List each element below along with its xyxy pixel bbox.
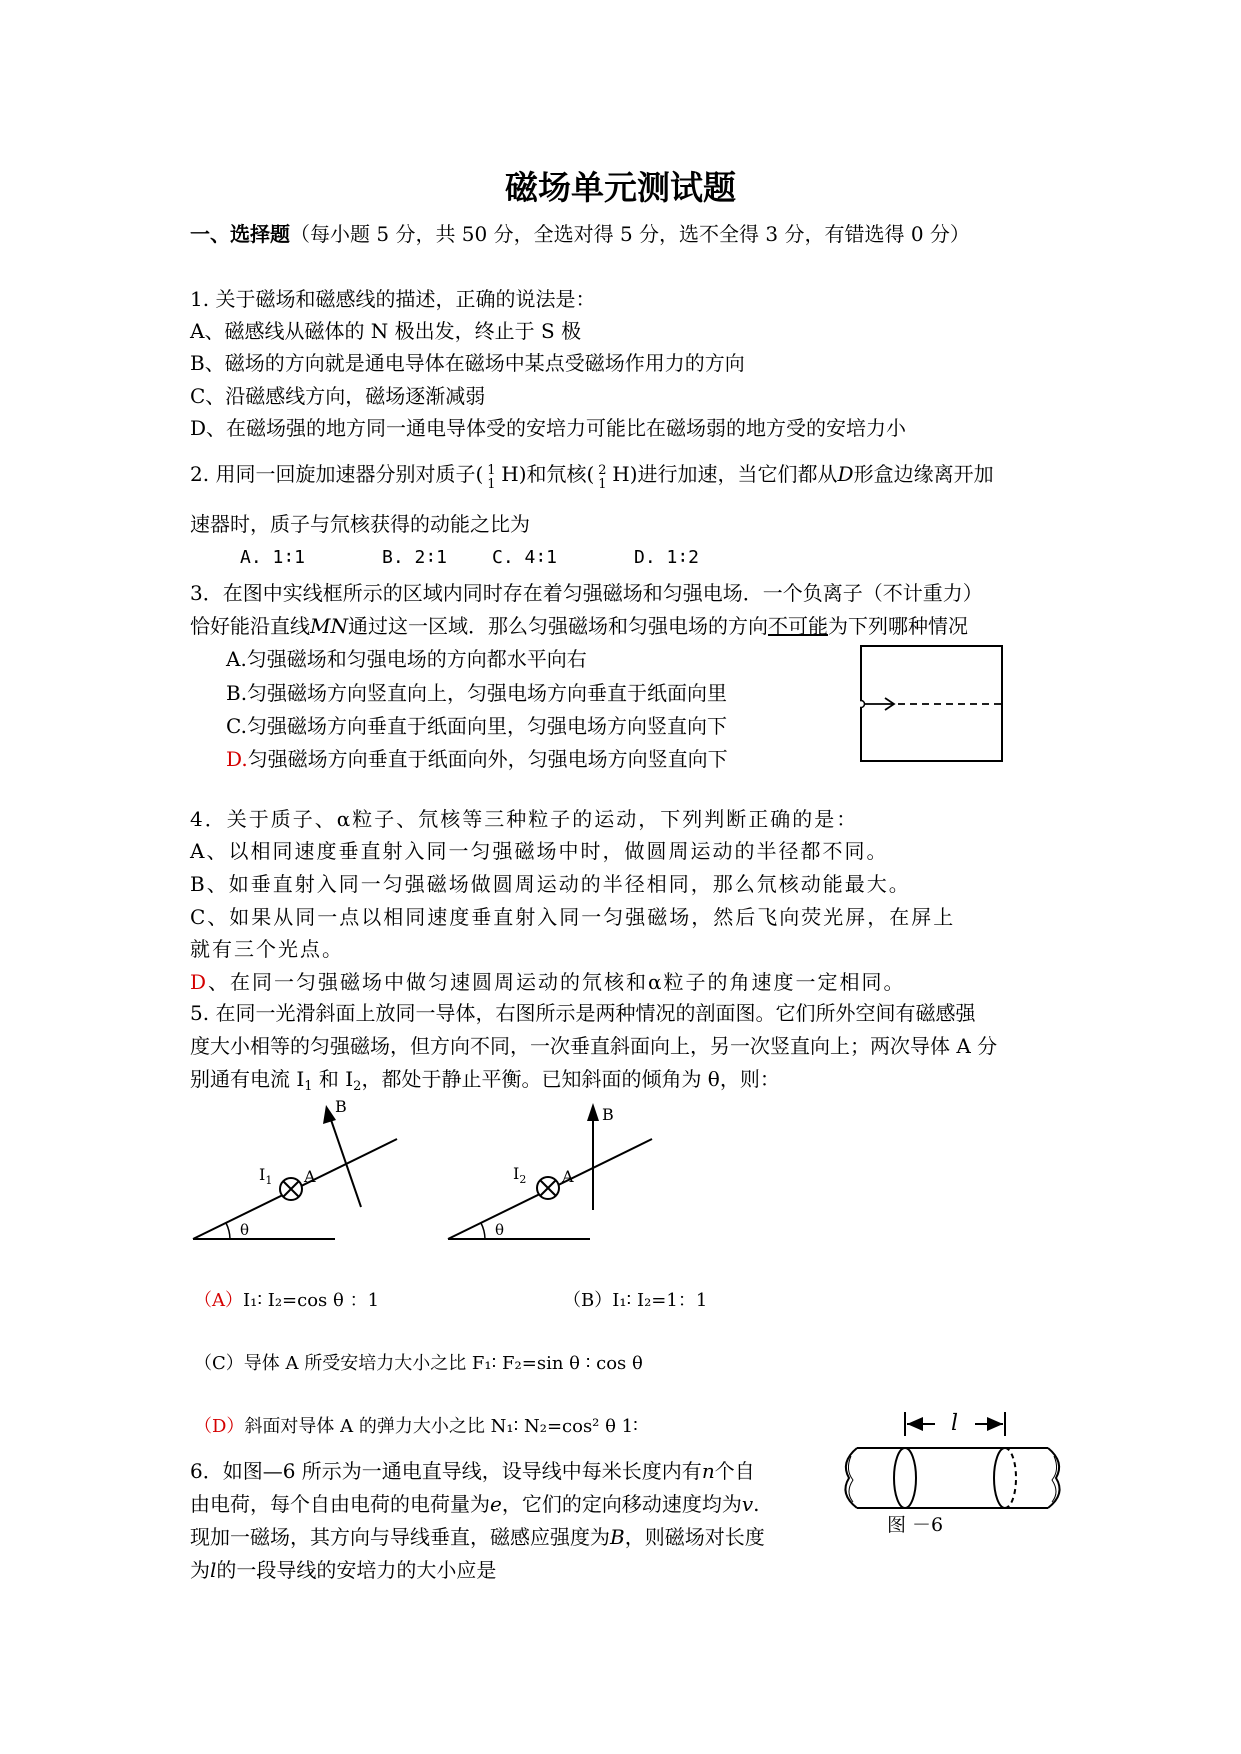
q5-option-d — [194, 1414, 638, 1440]
symbol-n: n — [701, 1459, 715, 1483]
arrow-head-icon — [587, 1103, 599, 1121]
q3-stem-line1: 3．在图中实线框所示的区域内同时存在着匀强磁场和匀强电场．一个负离子（不计重力） — [190, 581, 983, 605]
q4-option-d-text: 、在同一匀强磁场中做匀速圆周运动的氘核和α粒子的角速度一定相同。 — [208, 970, 906, 994]
ion-entry-point — [860, 701, 865, 708]
q3-option-d-text: 匀强磁场方向垂直于纸面向外，匀强电场方向竖直向下 — [247, 747, 728, 771]
q6-text-2c: . — [753, 1492, 760, 1516]
q3-option-d — [226, 746, 728, 772]
q6-text-1: 6．如图—6 所示为一通电直导线，设导线中每米长度内有 — [190, 1459, 702, 1483]
q5-option-b: （B）I₁∶ I₂=1：1 — [563, 1290, 708, 1311]
q5-option-d-text: 斜面对导体 A 的弹力大小之比 N₁∶ N₂=cos² θ 1∶ — [244, 1416, 638, 1437]
figure-6-caption: 图 －6 — [887, 1514, 944, 1536]
q5-text-b: 和 I — [312, 1067, 354, 1091]
cross-section-right-solid — [994, 1448, 1005, 1508]
section-heading-line — [190, 221, 970, 247]
cross-section-left — [894, 1448, 916, 1508]
q3-stem-line2 — [190, 613, 968, 639]
q6-text-1b: 个自 — [714, 1459, 755, 1483]
symbol-e: e — [490, 1492, 502, 1516]
q1-option-a: A、磁感线从磁体的 N 极出发，终止于 S 极 — [190, 319, 582, 343]
q6-stem-line2 — [190, 1491, 760, 1517]
current-label: $I_1$ — [259, 1165, 273, 1187]
deuteron-isotope — [594, 461, 612, 492]
symbol-v: v — [741, 1492, 754, 1516]
q4-option-a: A、以相同速度垂直射入同一匀强磁场中时，做圆周运动的半径都不同。 — [190, 839, 889, 863]
q4-option-d-label: D — [190, 970, 209, 994]
field-label: B — [335, 1100, 347, 1116]
q6-text-3: 现加一磁场，其方向与导线垂直，磁感应强度为 — [190, 1525, 610, 1549]
q3-underlined-text: 不可能 — [767, 614, 828, 638]
deuteron-mass-number: 2 — [598, 463, 607, 478]
deuteron-atomic-number: 1 — [598, 477, 607, 492]
page-title: 磁场单元测试题 — [505, 168, 736, 207]
q2-stem-line1 — [190, 461, 994, 492]
arrow-head-icon — [987, 1417, 1003, 1431]
angle-label: θ — [495, 1221, 505, 1239]
q4-stem: 4．关于质子、α粒子、氘核等三种粒子的运动，下列判断正确的是： — [190, 807, 859, 831]
q2-text-4: 形盒边缘离开加 — [853, 462, 994, 486]
angle-arc — [226, 1223, 230, 1239]
q5-option-d-label: （D） — [194, 1416, 245, 1437]
current-label: $I_2$ — [513, 1164, 527, 1186]
q4-option-b: B、如垂直射入同一匀强磁场做圆周运动的半径相同，那么氘核动能最大。 — [190, 872, 911, 896]
q3-option-d-label: D. — [226, 747, 248, 771]
q1-option-b: B、磁场的方向就是通电导体在磁场中某点受磁场作用力的方向 — [190, 351, 745, 375]
field-region-diagram — [860, 645, 1010, 765]
q3-option-b: B.匀强磁场方向竖直向上，匀强电场方向垂直于纸面向里 — [226, 681, 728, 705]
q3-text-c: 为下列哪种情况 — [827, 614, 968, 638]
q3-option-a: A.匀强磁场和匀强电场的方向都水平向右 — [226, 647, 587, 671]
q2-text-2: H)和氘核( — [501, 462, 595, 486]
q6-text-2: 由电荷，每个自由电荷的电荷量为 — [190, 1492, 490, 1516]
section-heading: 一、选择题 — [190, 222, 290, 246]
angle-arc — [481, 1223, 485, 1239]
q5-text-a: 别通有电流 I — [190, 1067, 305, 1091]
q5-option-a — [194, 1288, 379, 1314]
cross-section-right-dashed — [1005, 1448, 1016, 1508]
q4-option-c-line2: 就有三个光点。 — [190, 937, 344, 961]
field-label: B — [602, 1105, 614, 1124]
length-label: l — [951, 1411, 959, 1436]
q5-stem-line3 — [190, 1066, 780, 1100]
q5-option-a-label: （A） — [194, 1290, 243, 1311]
d-shape-symbol: D — [837, 462, 854, 486]
incline-figure-perpendicular — [185, 1100, 415, 1250]
q1-option-c: C、沿磁感线方向，磁场逐渐减弱 — [190, 384, 486, 408]
q5-option-a-text: I₁∶ I₂=cos θ ：1 — [243, 1290, 380, 1311]
incline-figure-vertical — [440, 1100, 670, 1250]
q2-option-a: A. 1∶1 — [240, 547, 306, 568]
q6-stem-line4 — [190, 1557, 496, 1583]
q5-stem-line1: 5. 在同一光滑斜面上放同一导体，右图所示是两种情况的剖面图。它们所外空间有磁感强 — [190, 1001, 976, 1025]
proton-mass-number: 1 — [487, 463, 496, 478]
q6-text-2b: ，它们的定向移动速度均为 — [501, 1492, 742, 1516]
q2-options — [240, 545, 699, 571]
q5-option-c: （C）导体 A 所受安培力大小之比 F₁∶ F₂=sin θ ∶ cos θ — [194, 1353, 643, 1374]
q6-text-4b: 的一段导线的安培力的大小应是 — [216, 1558, 497, 1582]
q6-stem-line3 — [190, 1524, 765, 1550]
q1-option-d: D、在磁场强的地方同一通电导体受的安培力可能比在磁场弱的地方受的安培力小 — [190, 416, 907, 440]
angle-label: θ — [240, 1221, 250, 1239]
q2-option-c: C. 4∶1 — [492, 547, 558, 568]
field-b-arrow — [329, 1114, 361, 1207]
wire-segment-figure — [835, 1400, 1070, 1560]
q2-stem-line2: 速器时，质子与氘核获得的动能之比为 — [190, 512, 530, 536]
q6-stem-line1 — [190, 1458, 755, 1484]
q3-option-c: C.匀强磁场方向垂直于纸面向里，匀强电场方向竖直向下 — [226, 714, 727, 738]
line-mn-symbol: MN — [310, 614, 348, 638]
symbol-l: l — [210, 1558, 217, 1582]
q5-sub-2: 2 — [353, 1079, 362, 1094]
section-note: （每小题 5 分，共 50 分，全选对得 5 分，选不全得 3 分，有错选得 0 分） — [290, 222, 970, 246]
q2-text-1: 2. 用同一回旋加速器分别对质子( — [190, 462, 484, 486]
q5-text-c: ，都处于静止平衡。已知斜面的倾角为 θ，则： — [361, 1067, 780, 1091]
q2-option-d: D. 1∶2 — [634, 547, 700, 568]
q3-text-b: 通过这一区域．那么匀强磁场和匀强电场的方向 — [347, 614, 768, 638]
q5-sub-1: 1 — [304, 1079, 313, 1094]
proton-atomic-number: 1 — [487, 477, 496, 492]
q6-text-4: 为 — [190, 1558, 210, 1582]
q5-stem-line2: 度大小相等的匀强磁场，但方向不同，一次垂直斜面向上，另一次竖直向上；两次导体 A 分 — [190, 1034, 998, 1058]
arrow-head-icon — [907, 1417, 923, 1431]
symbol-b: B — [610, 1525, 625, 1549]
q4-option-d — [190, 969, 906, 995]
q2-text-3: H)进行加速，当它们都从 — [612, 462, 838, 486]
q2-option-b: B. 2∶1 — [382, 547, 448, 568]
q4-option-c-line1: C、如果从同一点以相同速度垂直射入同一匀强磁场，然后飞向荧光屏，在屏上 — [190, 905, 956, 929]
conductor-label: A — [562, 1167, 574, 1186]
conductor-label: A — [304, 1167, 316, 1186]
q1-stem: 1. 关于磁场和磁感线的描述，正确的说法是： — [190, 287, 596, 311]
q6-text-3b: ，则磁场对长度 — [624, 1525, 765, 1549]
q3-text-a: 恰好能沿直线 — [190, 614, 310, 638]
proton-isotope — [483, 461, 501, 492]
